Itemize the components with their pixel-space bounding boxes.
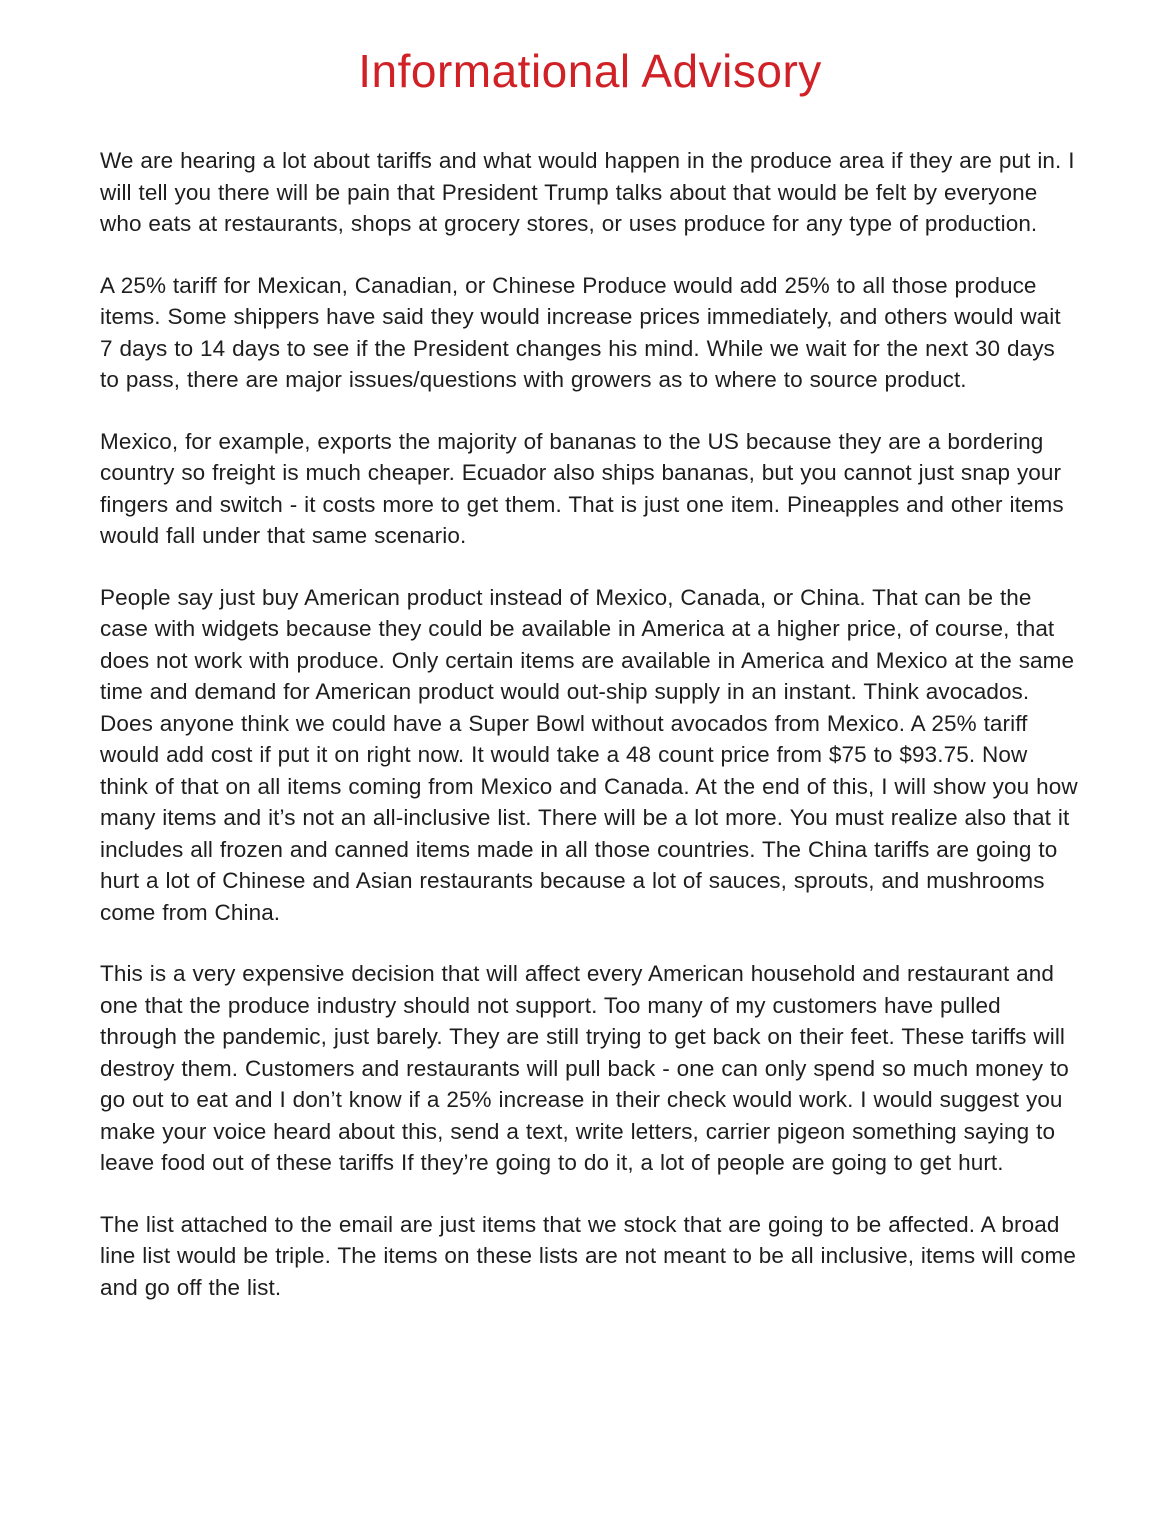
paragraph-intro: We are hearing a lot about tariffs and what would happen in the produce area if they are put in. I will tell you there will be pain that President Trump talks about that would be felt by everyone who eats at restaurants, shops at grocery stores, or uses produce for any type of production. <box>100 148 1075 237</box>
document-body <box>100 145 1080 1303</box>
page-title: Informational Advisory <box>358 45 822 97</box>
paragraph-american-product: People say just buy American product instead of Mexico, Canada, or China. That can be the case with widgets because they could be available in America at a higher price, of course, that does not work with produce. Only certain items are available in America and Mexico at the same time and demand for American product would out-ship supply in an instant. Think avocados. Does anyone think we could have a Super Bowl without avocados from Mexico. A 25% tariff would add cost if put it on right now. It would take a 48 count price from $75 to $93.75. Now think of that on all items coming from Mexico and Canada. At the end of this, I will show you how many items and it’s not an all-inclusive list. There will be a lot more. You must realize also that it includes all frozen and canned items made in all those countries. The China tariffs are going to hurt a lot of Chinese and Asian restaurants because a lot of sauces, sprouts, and mushrooms come from China. <box>100 584 1078 925</box>
paragraph-tariff-overview: A 25% tariff for Mexican, Canadian, or Chinese Produce would add 25% to all those produce items. Some shippers have said they would increase prices immediately, and others would wait 7 days to 14 days to see if the President changes his mind. While we wait for the next 30 days to pass, there are major issues/questions with growers as to where to source product. <box>100 272 1061 393</box>
paragraph-attached-list: The list attached to the email are just items that we stock that are going to be affected. A broad line list would be triple. The items on these lists are not meant to be all inclusive, items will come and go off the list. <box>100 1211 1076 1300</box>
paragraph-mexico-bananas: Mexico, for example, exports the majority of bananas to the US because they are a bordering country so freight is much cheaper. Ecuador also ships bananas, but you cannot just snap your fingers and switch - it costs more to get them. That is just one item. Pineapples and other items would fall under that same scenario. <box>100 428 1064 549</box>
paragraph-expensive-decision: This is a very expensive decision that will affect every American household and restaurant and one that the produce industry should not support. Too many of my customers have pulled through the pandemic, just barely. They are still trying to get back on their feet. These tariffs will destroy them. Customers and restaurants will pull back - one can only spend so much money to go out to eat and I don’t know if a 25% increase in their check would work. I would suggest you make your voice heard about this, send a text, write letters, carrier pigeon something saying to leave food out of these tariffs If they’re going to do it, a lot of people are going to get hurt. <box>100 961 1069 1176</box>
